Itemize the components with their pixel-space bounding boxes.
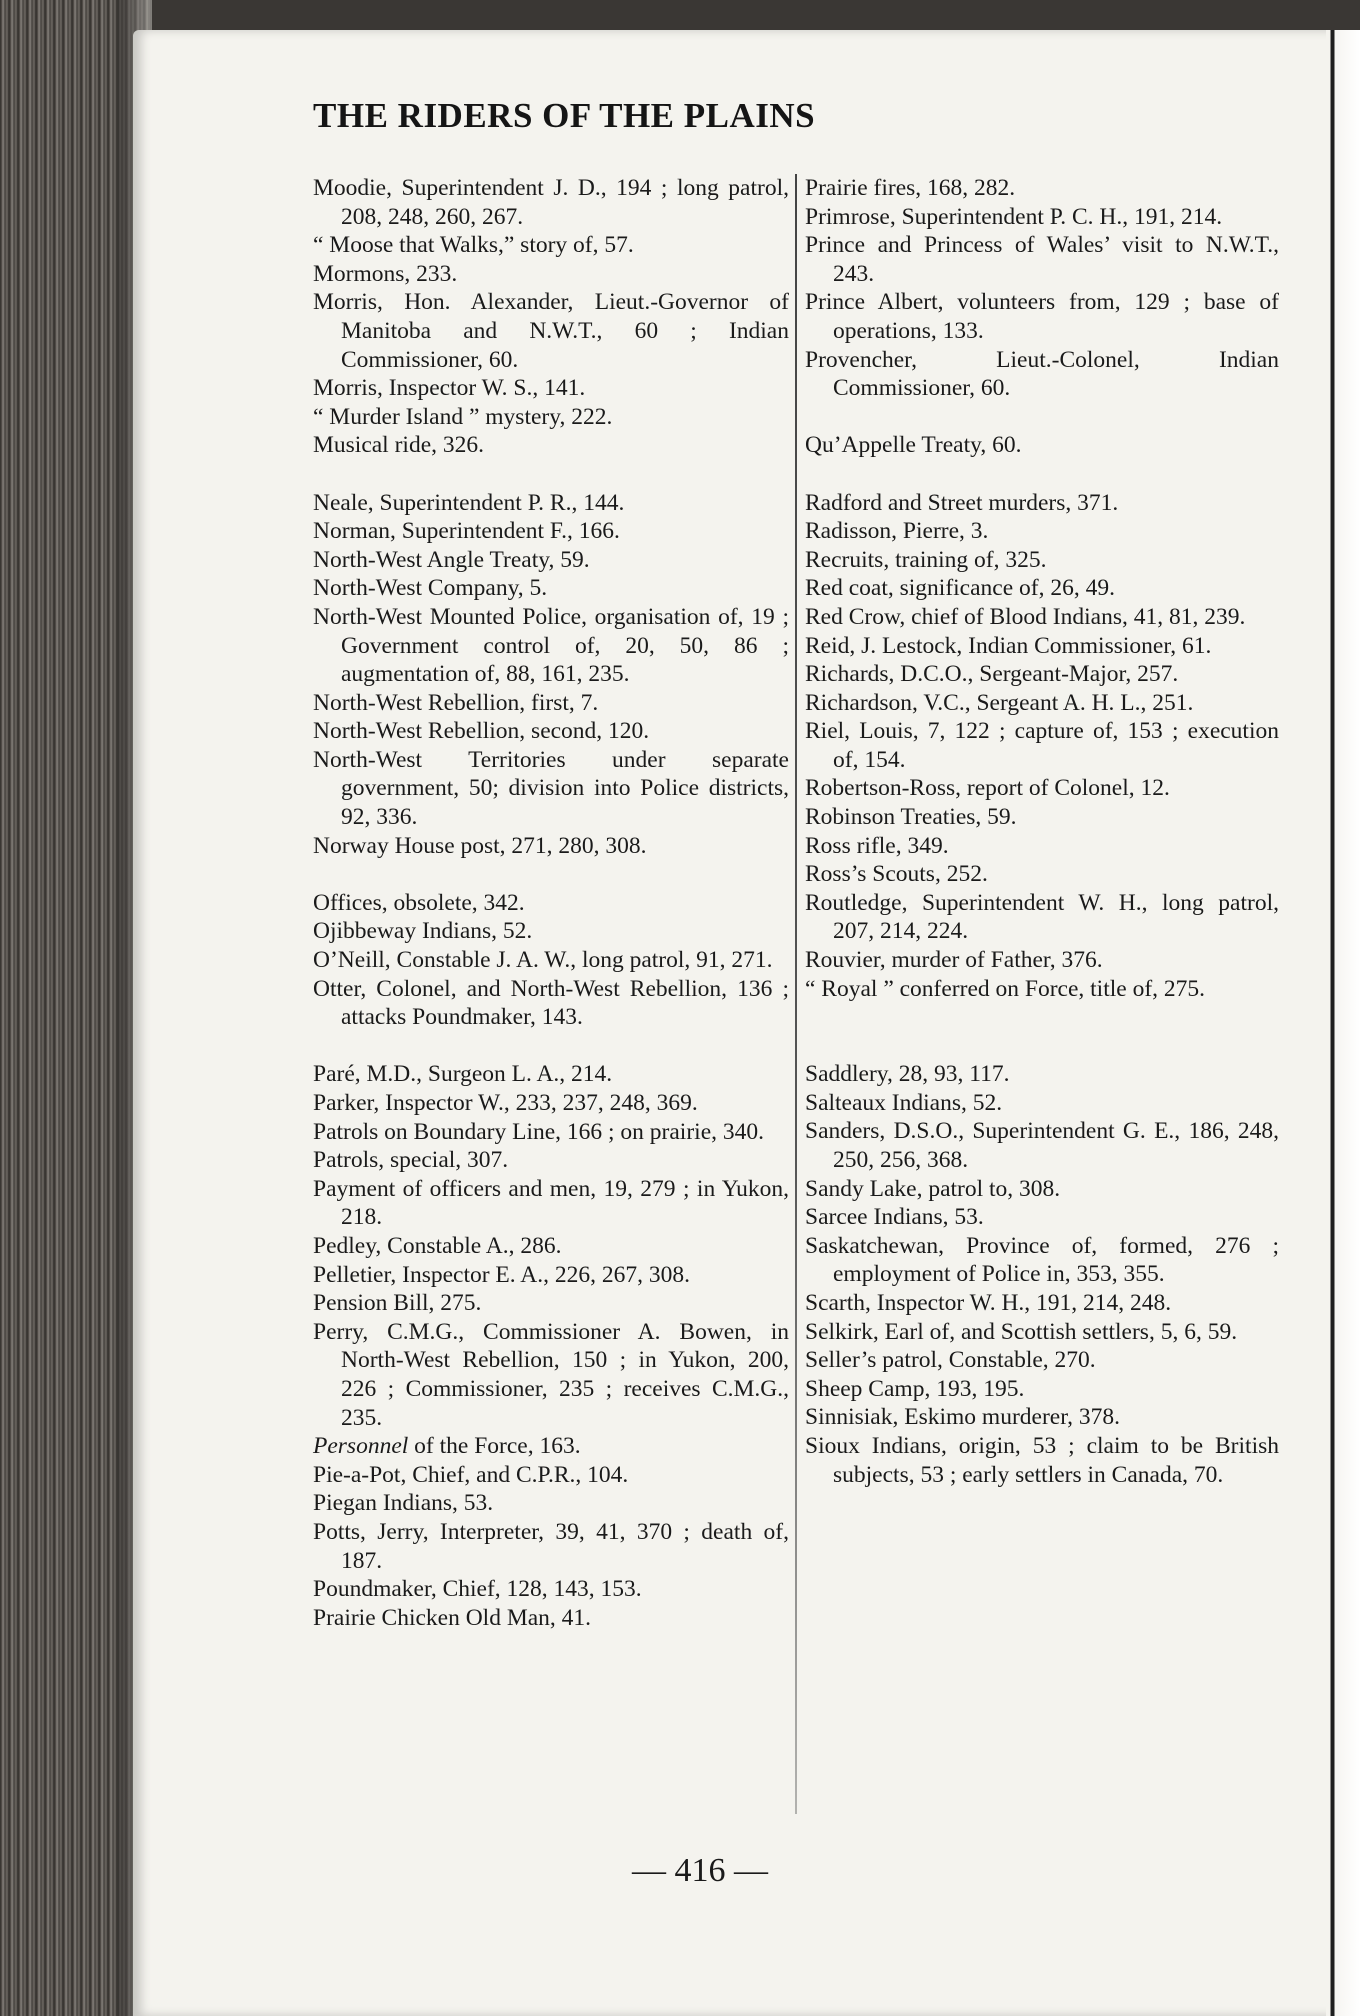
column-rule	[795, 174, 797, 1814]
index-entry: Perry, C.M.G., Commissioner A. Bowen, in North-West Rebellion, 150 ; in Yukon, 200, 226 ; Commissioner, 235 ; receives C.M.G., 235.	[313, 1318, 789, 1431]
index-entry: North-West Mounted Police, organisation of, 19 ; Government control of, 20, 50, 86 ; augmentation of, 88, 161, 235.	[313, 603, 789, 688]
index-entry: Prince and Princess of Wales’ visit to N.W.T., 243.	[805, 232, 1279, 287]
index-entry: North-West Rebellion, first, 7.	[313, 689, 599, 716]
index-entry: Saskatchewan, Province of, formed, 276 ; employment of Police in, 353, 355.	[805, 1232, 1279, 1288]
index-entry: Potts, Jerry, Interpreter, 39, 41, 370 ; death of, 187.	[313, 1518, 789, 1574]
index-entry: Primrose, Superintendent P. C. H., 191, 214.	[805, 203, 1223, 230]
index-entry: Norman, Superintendent F., 166.	[313, 518, 620, 545]
index-entry: Red Crow, chief of Blood Indians, 41, 81, 239.	[805, 603, 1246, 630]
index-entry: Prince Albert, volunteers from, 129 ; base of operations, 133.	[805, 289, 1279, 344]
entry-rest: of the Force, 163.	[408, 1433, 581, 1460]
index-group-r	[805, 489, 1279, 1004]
index-entry: Riel, Louis, 7, 122 ; capture of, 153 ; execution of, 154.	[805, 718, 1279, 773]
index-entry: “ Royal ” conferred on Force, title of, 275.	[805, 975, 1206, 1002]
index-entry: Rouvier, murder of Father, 376.	[805, 947, 1103, 974]
index-entry: Robertson-Ross, report of Colonel, 12.	[805, 775, 1170, 802]
index-entry: Prairie fires, 168, 282.	[805, 175, 1016, 201]
index-group-n	[313, 489, 789, 861]
index-column-right	[805, 174, 1279, 1489]
group-spacer	[313, 860, 789, 889]
index-entry: Qu’Appelle Treaty, 60.	[805, 432, 1022, 459]
index-entry: Robinson Treaties, 59.	[805, 804, 1017, 831]
index-group-o	[313, 889, 789, 1032]
index-entry: Sanders, D.S.O., Superintendent G. E., 186, 248, 250, 256, 368.	[805, 1118, 1279, 1173]
index-entry: Pie-a-Pot, Chief, and C.P.R., 104.	[313, 1461, 629, 1488]
index-entry: Seller’s patrol, Constable, 270.	[805, 1347, 1096, 1374]
index-entry: Payment of officers and men, 19, 279 ; in Yukon, 218.	[313, 1175, 789, 1231]
index-entry: “ Moose that Walks,” story of, 57.	[313, 232, 634, 259]
index-entry: Paré, M.D., Surgeon L. A., 214.	[313, 1061, 613, 1088]
index-entry: Offices, obsolete, 342.	[313, 889, 525, 916]
group-spacer	[805, 460, 1279, 489]
index-entry: Radisson, Pierre, 3.	[805, 518, 989, 545]
index-entry: Prairie Chicken Old Man, 41.	[313, 1604, 592, 1631]
index-group-m	[313, 174, 789, 460]
group-spacer	[805, 403, 1279, 432]
index-entry: Sioux Indians, origin, 53 ; claim to be British subjects, 53 ; early settlers in Canada, 70.	[805, 1432, 1279, 1488]
index-entry: North-West Company, 5.	[313, 575, 548, 602]
index-entry: Neale, Superintendent P. R., 144.	[313, 489, 625, 516]
index-entry: Radford and Street murders, 371.	[805, 489, 1119, 516]
index-entry: Ross’s Scouts, 252.	[805, 861, 988, 888]
index-entry: Selkirk, Earl of, and Scottish settlers, 5, 6, 59.	[805, 1318, 1238, 1345]
group-spacer	[313, 1032, 789, 1061]
index-entry: Saddlery, 28, 93, 117.	[805, 1061, 1010, 1088]
index-entry: Otter, Colonel, and North-West Rebellion, 136 ; attacks Poundmaker, 143.	[313, 975, 789, 1031]
index-entry: Pension Bill, 275.	[313, 1290, 482, 1317]
index-entry: Routledge, Superintendent W. H., long patrol, 207, 214, 224.	[805, 889, 1279, 945]
index-entry: North-West Angle Treaty, 59.	[313, 546, 590, 573]
index-entry: Reid, J. Lestock, Indian Commissioner, 61.	[805, 632, 1212, 659]
index-entry: Morris, Hon. Alexander, Lieut.-Governor of Manitoba and N.W.T., 60 ; Indian Commissioner, 60.	[313, 289, 789, 373]
page-number: — 416 —	[632, 1852, 768, 1889]
running-head: THE RIDERS OF THE PLAINS	[313, 96, 816, 135]
index-entry: Salteaux Indians, 52.	[805, 1089, 1003, 1116]
italic-term: Personnel	[313, 1433, 409, 1460]
index-entry: North-West Rebellion, second, 120.	[313, 718, 650, 745]
index-entry: Provencher, Lieut.-Colonel, Indian Commissioner, 60.	[805, 346, 1279, 402]
index-entry: Recruits, training of, 325.	[805, 546, 1047, 573]
index-entry: Pedley, Constable A., 286.	[313, 1232, 562, 1259]
index-entry: Piegan Indians, 53.	[313, 1490, 494, 1517]
index-entry: Richards, D.C.O., Sergeant-Major, 257.	[805, 661, 1179, 688]
index-entry: Sinnisiak, Eskimo murderer, 378.	[805, 1404, 1120, 1431]
index-entry: Sheep Camp, 193, 195.	[805, 1375, 1025, 1402]
index-group-s	[805, 1060, 1279, 1489]
index-entry-personnel	[313, 1432, 789, 1461]
index-entry: Ojibbeway Indians, 52.	[313, 918, 533, 945]
index-entry: Poundmaker, Chief, 128, 143, 153.	[313, 1576, 642, 1603]
index-column-left	[313, 174, 789, 1632]
index-entry: Moodie, Superintendent J. D., 194 ; long patrol, 208, 248, 260, 267.	[313, 175, 789, 230]
index-entry: Patrols on Boundary Line, 166 ; on prairie, 340.	[313, 1118, 764, 1145]
index-entry: North-West Territories under separate government, 50; division into Police districts, 92, 336.	[313, 746, 789, 831]
index-group-q	[805, 431, 1279, 460]
index-entry: Richardson, V.C., Sergeant A. H. L., 251.	[805, 689, 1194, 716]
index-entry: Sandy Lake, patrol to, 308.	[805, 1175, 1061, 1202]
index-group-p-cont	[805, 174, 1279, 403]
index-entry: Sarcee Indians, 53.	[805, 1204, 984, 1231]
index-entry: Mormons, 233.	[313, 260, 458, 287]
index-entry: Pelletier, Inspector E. A., 226, 267, 308.	[313, 1261, 690, 1288]
index-entry: Musical ride, 326.	[313, 432, 484, 459]
index-entry: Ross rifle, 349.	[805, 832, 949, 859]
index-entry: Red coat, significance of, 26, 49.	[805, 575, 1115, 602]
index-entry: Norway House post, 271, 280, 308.	[313, 832, 647, 859]
index-entry: O’Neill, Constable J. A. W., long patrol, 91, 271.	[313, 947, 773, 974]
index-entry: Morris, Inspector W. S., 141.	[313, 375, 586, 402]
page-right-edge	[1326, 30, 1360, 2016]
index-entry: Scarth, Inspector W. H., 191, 214, 248.	[805, 1289, 1172, 1316]
index-group-p	[313, 1060, 789, 1632]
group-spacer	[805, 1003, 1279, 1060]
group-spacer	[313, 460, 789, 489]
index-entry: “ Murder Island ” mystery, 222.	[313, 403, 613, 430]
index-entry: Parker, Inspector W., 233, 237, 248, 369.	[313, 1090, 698, 1116]
index-entry: Patrols, special, 307.	[313, 1147, 509, 1174]
